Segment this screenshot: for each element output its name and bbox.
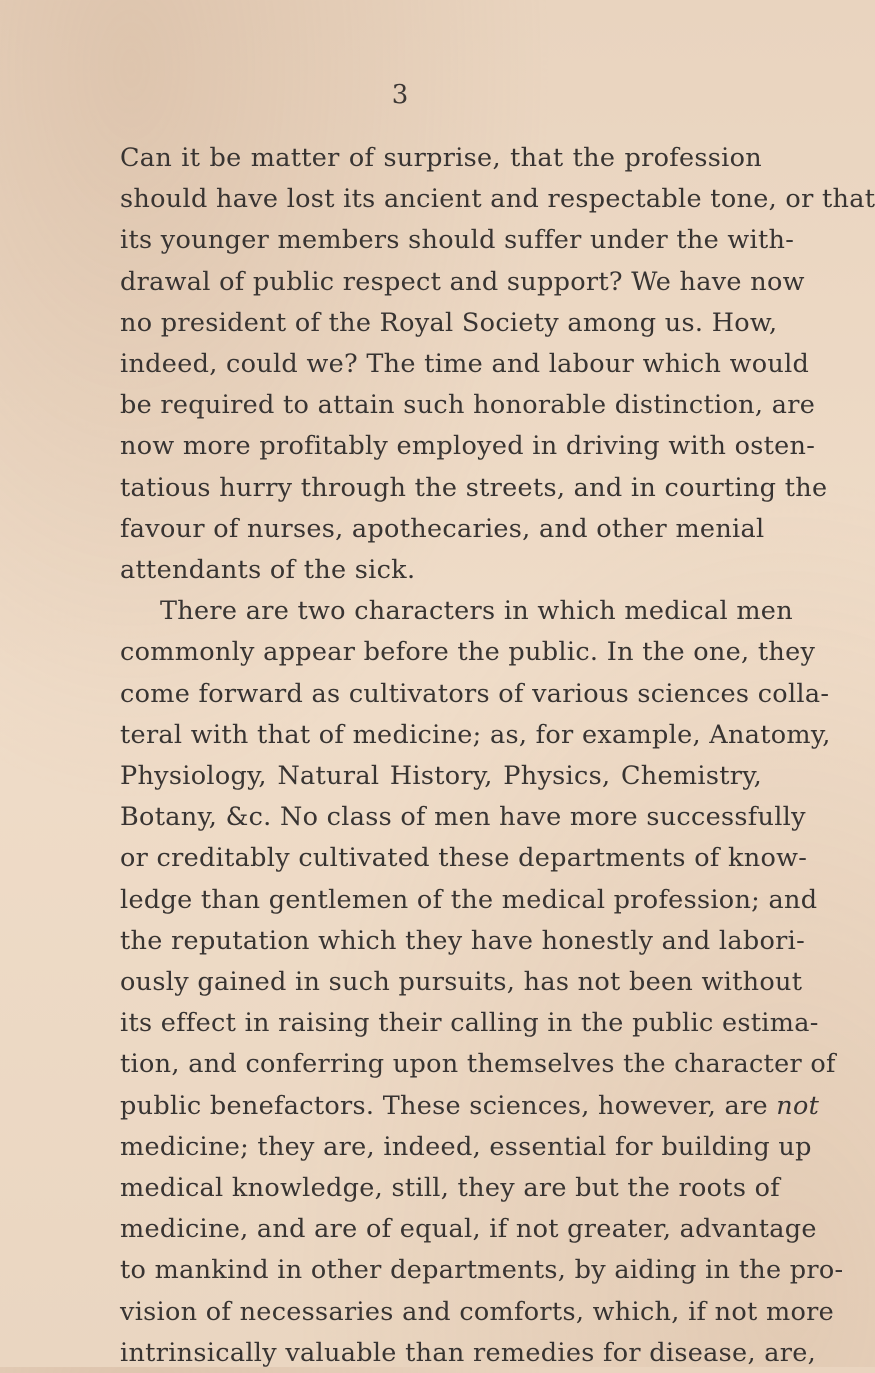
text-line-9: tatious hurry through the streets, and in courting the bbox=[120, 472, 828, 503]
text-line-18: or creditably cultivated these departments of know- bbox=[120, 843, 808, 874]
text-line-21: ously gained in such pursuits, has not been without bbox=[120, 967, 803, 997]
text-line-26: medical knowledge, still, they are but the roots of bbox=[120, 1173, 781, 1203]
text-line-8: now more profitably employed in driving with osten- bbox=[120, 431, 816, 462]
text-line-2: should have lost its ancient and respectable tone, or that bbox=[120, 184, 875, 215]
text-line-13: commonly appear before the public. In the one, they bbox=[120, 637, 816, 668]
text-line-4: drawal of public respect and support? We have now bbox=[120, 266, 805, 297]
emphasis-not: not bbox=[776, 1090, 820, 1121]
text-line-3: its younger members should suffer under the with- bbox=[120, 225, 795, 256]
text-line-20: the reputation which they have honestly and labori- bbox=[120, 925, 805, 956]
text-line-7: be required to attain such honorable distinction, are bbox=[120, 390, 816, 421]
text-line-24-main: public benefactors. These sciences, however, are bbox=[120, 1090, 768, 1121]
text-line-11: attendants of the sick. bbox=[120, 555, 416, 585]
text-line-14: come forward as cultivators of various sciences colla- bbox=[120, 678, 830, 709]
text-line-10: favour of nurses, apothecaries, and other menial bbox=[120, 513, 765, 544]
page-number: 3 bbox=[391, 80, 409, 110]
text-line-25: medicine; they are, indeed, essential for building up bbox=[120, 1131, 812, 1162]
text-line-22: its effect in raising their calling in the public estima- bbox=[120, 1008, 819, 1039]
text-line-12: There are two characters in which medical men bbox=[160, 596, 793, 627]
text-line-1: Can it be matter of surprise, that the profession bbox=[120, 143, 762, 173]
text-line-28: to mankind in other departments, by aiding in the pro- bbox=[120, 1255, 844, 1286]
text-line-27: medicine, and are of equal, if not greater, advantage bbox=[120, 1214, 817, 1245]
text-line-23: tion, and conferring upon themselves the character of bbox=[120, 1049, 836, 1080]
text-line-5: no president of the Royal Society among us. How, bbox=[120, 307, 778, 338]
text-line-6: indeed, could we? The time and labour which would bbox=[120, 349, 810, 379]
text-line-15: teral with that of medicine; as, for example, Anatomy, bbox=[120, 719, 831, 750]
text-line-29: vision of necessaries and comforts, which, if not more bbox=[120, 1296, 835, 1327]
text-line-24 bbox=[120, 1086, 820, 1126]
text-line-30: intrinsically valuable than remedies for disease, are, bbox=[120, 1337, 817, 1368]
text-line-16: Physiology, Natural History, Physics, Chemistry, bbox=[120, 761, 762, 791]
text-line-19: ledge than gentlemen of the medical profession; and bbox=[120, 884, 818, 915]
text-line-17: Botany, &c. No class of men have more successfully bbox=[120, 802, 806, 833]
